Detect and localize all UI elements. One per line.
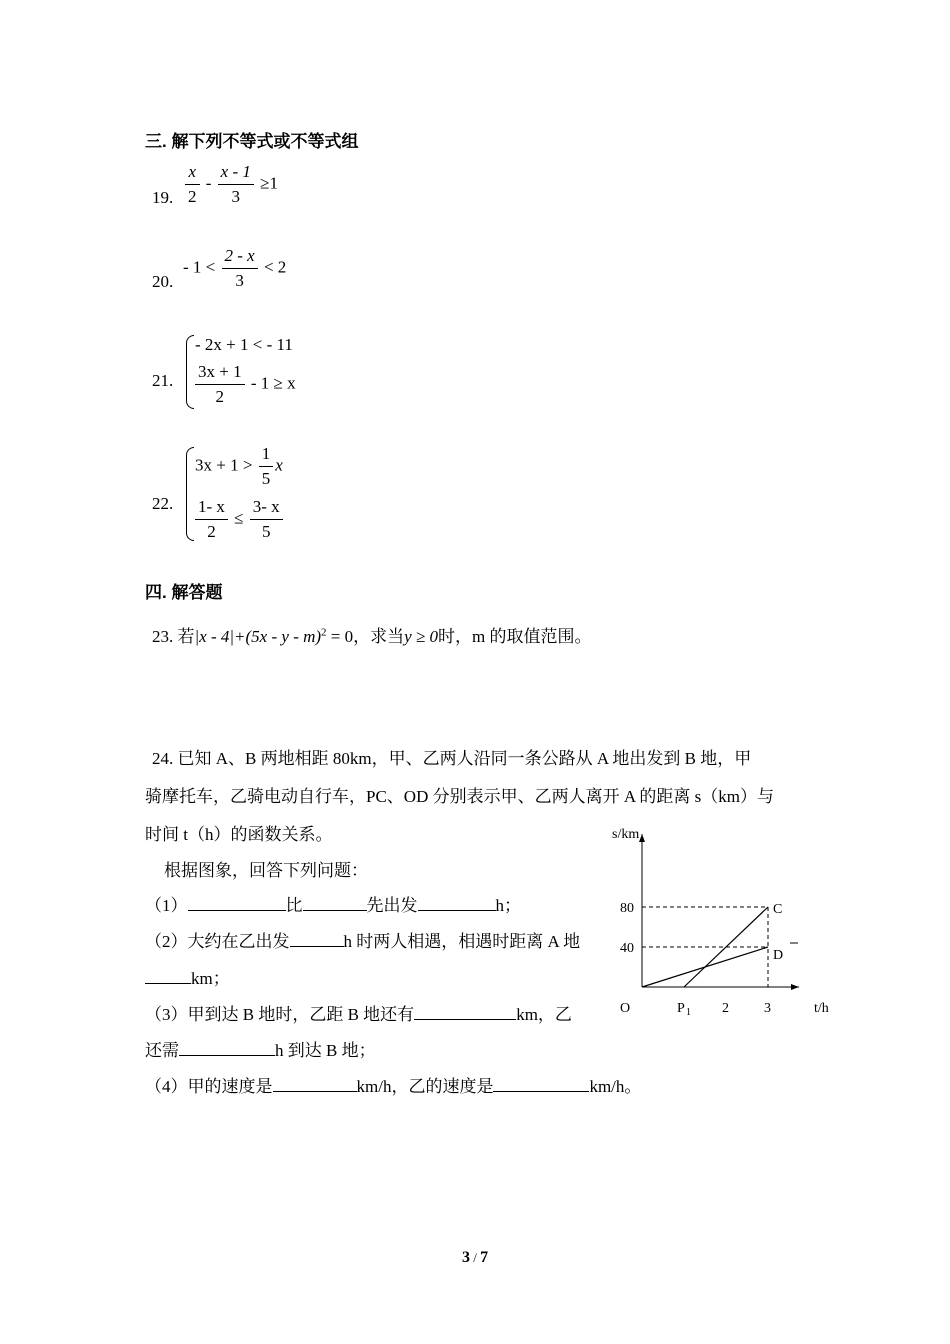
q24-part3-cont: 还需 h 到达 B 地；: [145, 1041, 376, 1060]
q19-number: 19.: [152, 188, 174, 207]
q21-line2: $\frac{3x + 1}{2}$ - 1 ≥ x: [193, 362, 296, 407]
page-number: 3 / 7: [462, 1249, 489, 1266]
q21-line1: - 2x + 1 < - 11: [195, 335, 293, 354]
series-od: [642, 947, 768, 987]
x-tick-P1: P: [677, 1001, 685, 1016]
q24-line3: 时间 t（h）的函数关系。: [145, 825, 333, 844]
q22-number: 22.: [152, 494, 174, 513]
y-axis-label: s/km: [612, 827, 640, 842]
q24-part2-cont: km；: [145, 964, 230, 989]
y-axis-arrow: [639, 834, 645, 842]
q19-expression: $\frac{x}{2}$ - $\frac{x - 1}{3}$ ≥1: [183, 162, 278, 207]
q24-part4: （4）甲的速度是 km/h，乙的速度是 km/h。: [145, 1077, 642, 1096]
section-3-title: 三. 解下列不等式或不等式组: [145, 132, 359, 151]
distance-time-graph: [600, 820, 840, 1025]
x-axis-label: t/h: [814, 1001, 829, 1016]
q24-line2: 骑摩托车，乙骑电动自行车，PC、OD 分别表示甲、乙两人离开 A 的距离 s（km）与: [145, 787, 775, 806]
q24-line1: 24. 已知 A、B 两地相距 80km，甲、乙两人沿同一条公路从 A 地出发到 B 地，甲: [152, 749, 752, 768]
q22-line2: $\frac{1- x}{2}$ ≤ $\frac{3- x}{5}$: [193, 497, 285, 542]
q24-part2: （2）大约在乙出发 h 时两人相遇，相遇时距离 A 地: [145, 932, 581, 951]
origin-label: O: [620, 1001, 631, 1016]
y-tick-80: 80: [620, 901, 634, 916]
x-axis-arrow: [791, 984, 799, 990]
point-label-d: D: [773, 948, 784, 963]
q24-part1: （1） 比 先出发 h；: [145, 896, 521, 915]
y-tick-40: 40: [620, 941, 634, 956]
q24-part3: （3）甲到达 B 地时，乙距 B 地还有 km，乙: [145, 1005, 572, 1024]
q20-expression: - 1 < $\frac{2 - x}{3}$ < 2: [183, 246, 287, 290]
section-4-title: 四. 解答题: [145, 583, 223, 602]
point-label-c: C: [773, 902, 783, 917]
x-tick-2: 2: [722, 1001, 729, 1016]
q23-text: 23. 若|x - 4|+(5x - y - m)$^2$ = 0，求当y ≥ 0时，m 的取值范围。: [152, 626, 592, 646]
x-tick-3: 3: [764, 1001, 771, 1016]
q24-line4: 根据图象，回答下列问题：: [164, 861, 368, 880]
q22-line1: 3x + 1 > $\frac{1}{5}$ x: [195, 444, 283, 488]
q21-number: 21.: [152, 371, 174, 390]
x-tick-P1-sub: 1: [686, 1007, 691, 1018]
q20-number: 20.: [152, 272, 174, 291]
